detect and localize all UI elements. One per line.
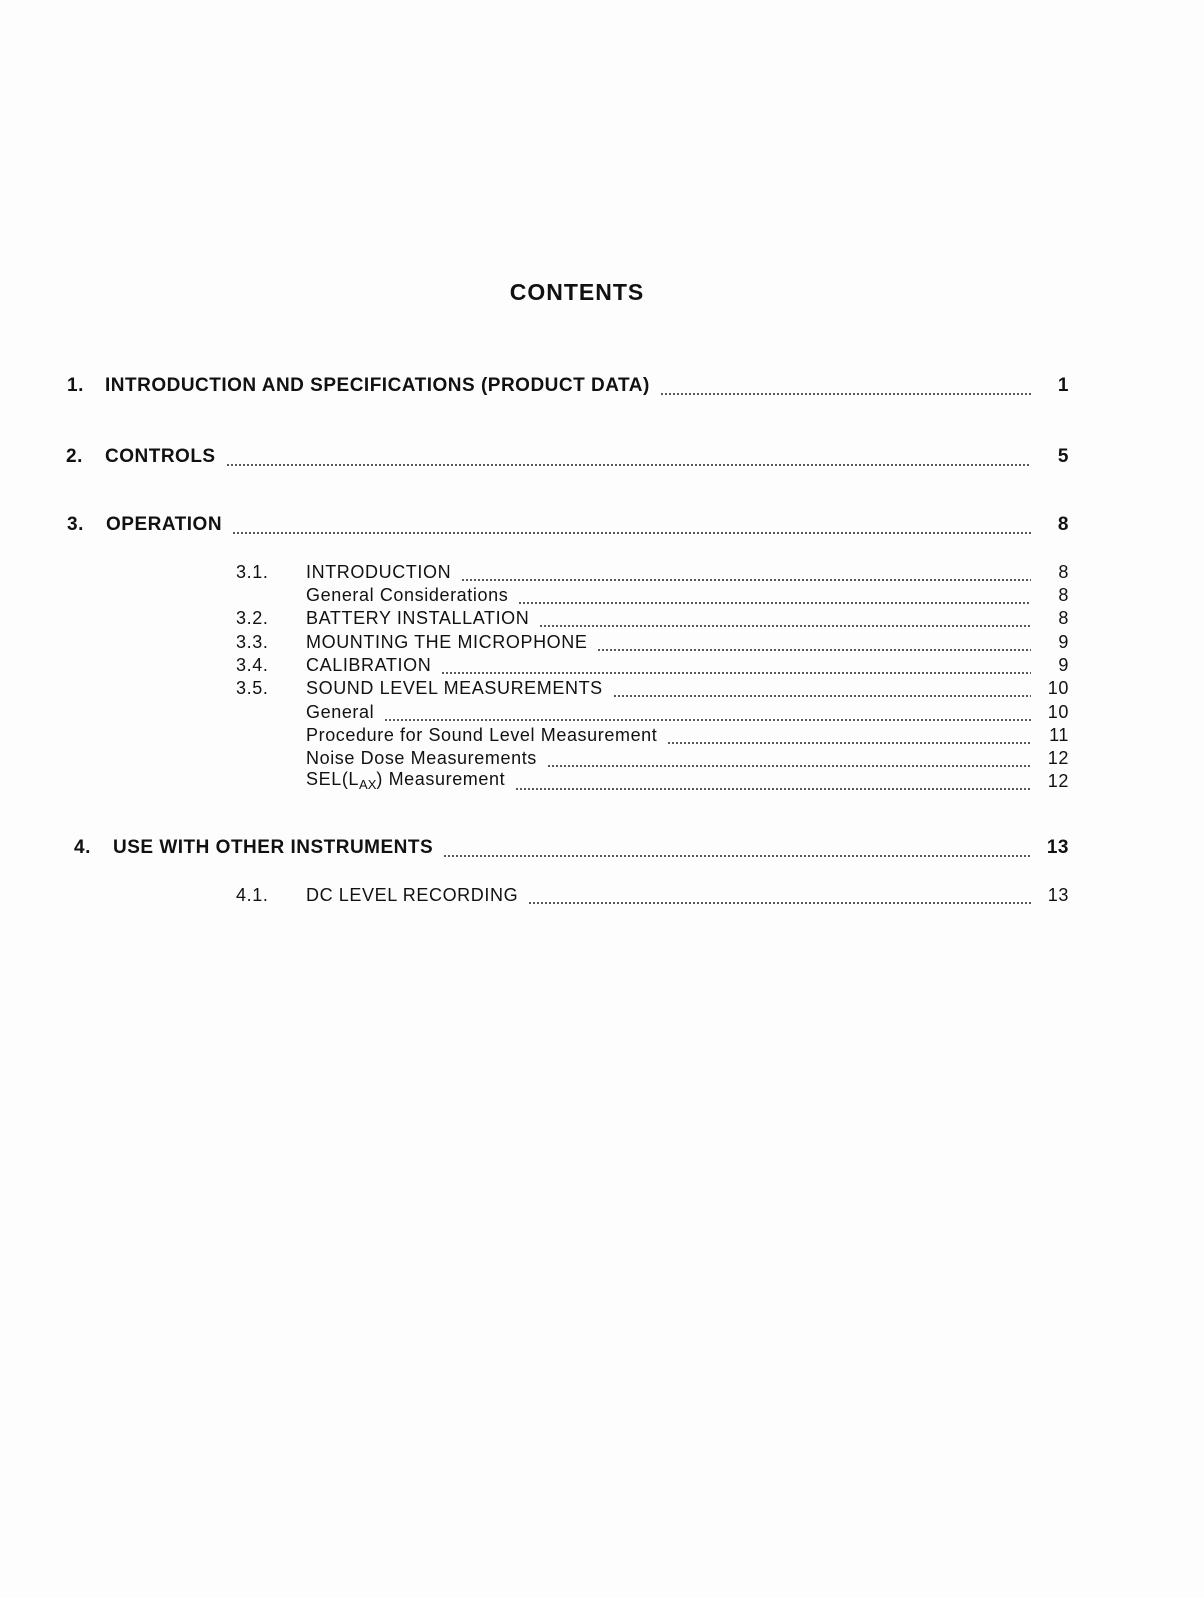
toc-page: 9	[1058, 655, 1069, 675]
dot-leader	[515, 788, 1031, 790]
dot-leader	[461, 579, 1031, 581]
toc-subentry[interactable]	[236, 605, 1069, 631]
toc-title: USE WITH OTHER INSTRUMENTS	[113, 837, 434, 858]
toc-title: INTRODUCTION	[306, 562, 452, 582]
toc-page: 9	[1058, 632, 1069, 652]
toc-number: 3.3.	[236, 632, 269, 652]
toc-page: 5	[1057, 446, 1069, 467]
dot-leader	[547, 765, 1031, 767]
toc-title: Noise Dose Measurements	[306, 748, 537, 768]
dot-leader	[667, 742, 1031, 744]
toc-title-start: SEL(L	[306, 769, 360, 789]
toc-title: BATTERY INSTALLATION	[306, 608, 530, 628]
toc-page: 11	[1049, 725, 1069, 745]
toc-page: 10	[1047, 702, 1069, 722]
toc-title-subscript: AX	[359, 777, 377, 792]
dot-leader	[613, 695, 1031, 697]
toc-page: 12	[1047, 748, 1069, 768]
toc-subentry[interactable]	[236, 768, 1069, 798]
toc-page: 1	[1057, 375, 1069, 396]
toc-title: Procedure for Sound Level Measurement	[306, 725, 658, 745]
toc-title: General	[306, 702, 375, 722]
toc-title: INTRODUCTION AND SPECIFICATIONS (PRODUCT DATA)	[105, 375, 650, 396]
dot-leader	[443, 855, 1031, 857]
toc-number: 4.1.	[236, 885, 269, 905]
toc-title: General Considerations	[306, 585, 509, 605]
toc-title	[306, 769, 505, 798]
dot-leader	[660, 393, 1031, 395]
toc-title: MOUNTING THE MICROPHONE	[306, 632, 588, 652]
toc-page: 13	[1047, 885, 1069, 905]
toc-title: DC LEVEL RECORDING	[306, 885, 519, 905]
toc-number: 3.2.	[236, 608, 269, 628]
page-title: CONTENTS	[509, 279, 645, 305]
toc-number: 2.	[66, 446, 83, 467]
toc-number: 4.	[74, 837, 91, 858]
toc-page: 8	[1058, 562, 1069, 582]
toc-entry[interactable]	[74, 835, 1069, 861]
toc-subentry[interactable]	[236, 675, 1069, 701]
toc-entry[interactable]	[66, 444, 1069, 470]
dot-leader	[441, 672, 1031, 674]
dot-leader	[597, 649, 1031, 651]
dot-leader	[384, 719, 1031, 721]
toc-number: 3.4.	[236, 655, 269, 675]
toc-page: 10	[1047, 678, 1069, 698]
toc-title: SOUND LEVEL MEASUREMENTS	[306, 678, 603, 698]
toc-subentry[interactable]	[236, 882, 1069, 908]
toc-number: 3.	[67, 514, 84, 535]
toc-title: OPERATION	[106, 514, 223, 535]
toc-page: 13	[1046, 837, 1069, 858]
dot-leader	[232, 532, 1031, 534]
toc-number: 3.1.	[236, 562, 269, 582]
dot-leader	[528, 902, 1031, 904]
dot-leader	[226, 464, 1031, 466]
toc-entry[interactable]	[67, 512, 1069, 538]
toc-page: 8	[1058, 608, 1069, 628]
dot-leader	[518, 602, 1031, 604]
toc-page: 8	[1057, 514, 1069, 535]
toc-title: CONTROLS	[105, 446, 216, 467]
toc-title: CALIBRATION	[306, 655, 432, 675]
toc-number: 3.5.	[236, 678, 269, 698]
toc-number: 1.	[67, 375, 84, 396]
toc-page: 12	[1047, 771, 1069, 791]
toc-entry[interactable]	[67, 373, 1069, 399]
toc-page: 8	[1058, 585, 1069, 605]
dot-leader	[539, 625, 1031, 627]
toc-title-end: ) Measurement	[376, 769, 506, 789]
